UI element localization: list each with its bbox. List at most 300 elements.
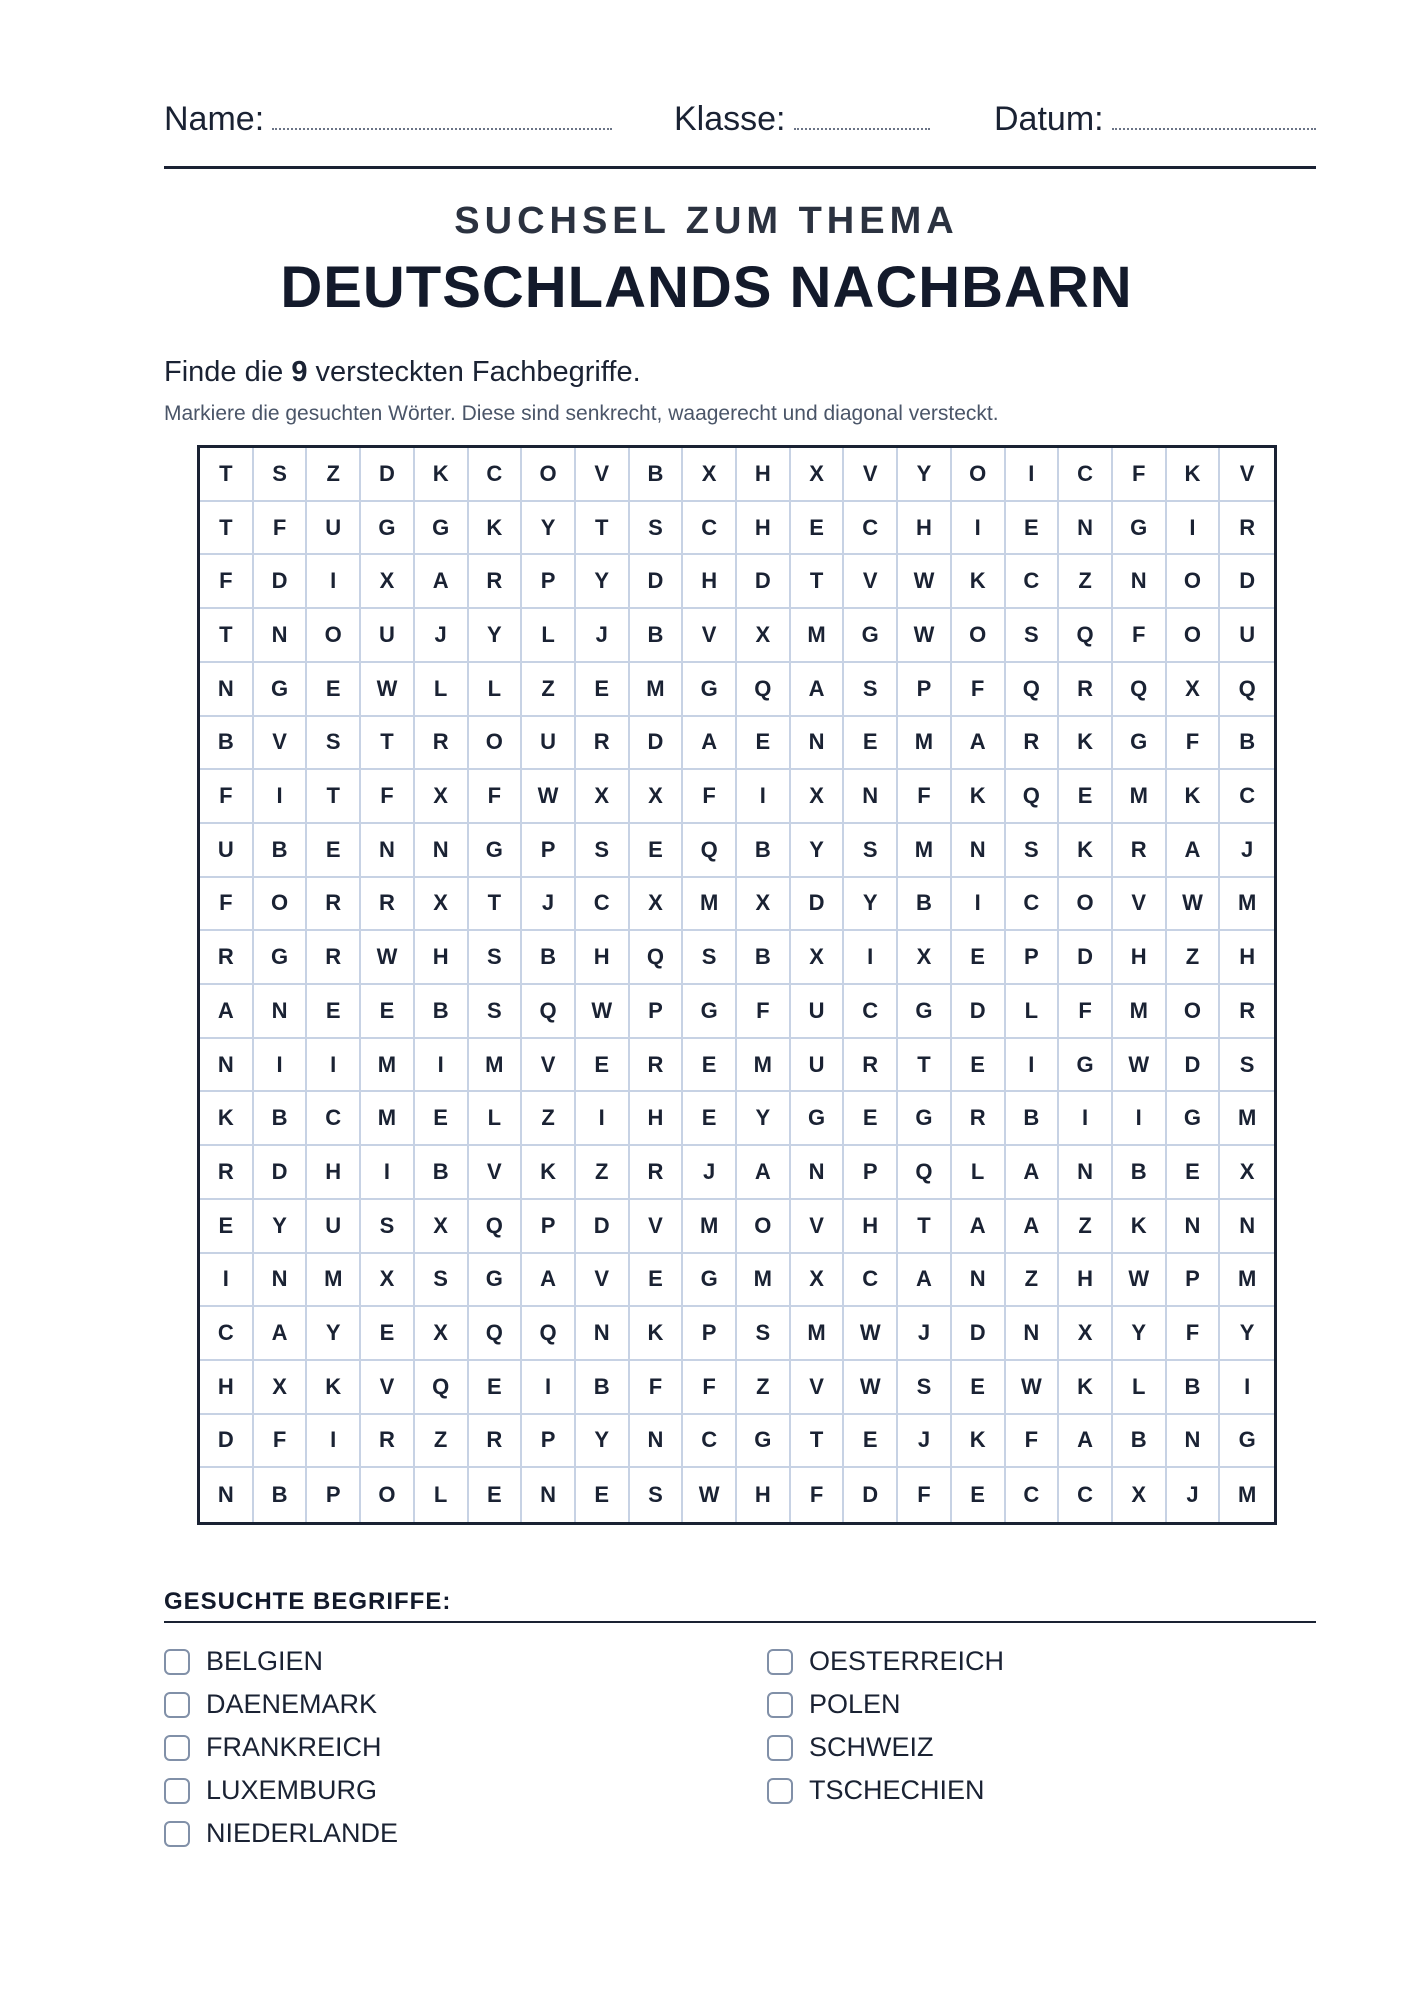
- grid-cell[interactable]: G: [844, 609, 898, 663]
- grid-cell[interactable]: C: [683, 1415, 737, 1469]
- grid-cell[interactable]: K: [630, 1307, 684, 1361]
- grid-cell[interactable]: E: [415, 1092, 469, 1146]
- grid-cell[interactable]: H: [683, 555, 737, 609]
- grid-cell[interactable]: Z: [1059, 1200, 1113, 1254]
- grid-cell[interactable]: F: [898, 770, 952, 824]
- grid-cell[interactable]: I: [737, 770, 791, 824]
- grid-cell[interactable]: U: [361, 609, 415, 663]
- grid-cell[interactable]: G: [683, 985, 737, 1039]
- grid-cell[interactable]: H: [307, 1146, 361, 1200]
- grid-cell[interactable]: W: [522, 770, 576, 824]
- grid-cell[interactable]: G: [898, 1092, 952, 1146]
- grid-cell[interactable]: I: [952, 502, 1006, 556]
- grid-cell[interactable]: Q: [1006, 770, 1060, 824]
- word-checkbox[interactable]: [767, 1735, 793, 1761]
- grid-cell[interactable]: N: [952, 824, 1006, 878]
- grid-cell[interactable]: I: [576, 1092, 630, 1146]
- grid-cell[interactable]: F: [254, 502, 308, 556]
- grid-cell[interactable]: E: [1059, 770, 1113, 824]
- grid-cell[interactable]: M: [1220, 1092, 1274, 1146]
- grid-cell[interactable]: N: [200, 663, 254, 717]
- grid-cell[interactable]: K: [952, 770, 1006, 824]
- grid-cell[interactable]: T: [307, 770, 361, 824]
- grid-cell[interactable]: O: [1167, 985, 1221, 1039]
- grid-cell[interactable]: Q: [415, 1361, 469, 1415]
- grid-cell[interactable]: B: [1220, 717, 1274, 771]
- grid-cell[interactable]: Y: [522, 502, 576, 556]
- grid-cell[interactable]: O: [1167, 555, 1221, 609]
- grid-cell[interactable]: R: [1059, 663, 1113, 717]
- grid-cell[interactable]: X: [791, 1254, 845, 1308]
- grid-cell[interactable]: X: [630, 878, 684, 932]
- grid-cell[interactable]: G: [361, 502, 415, 556]
- grid-cell[interactable]: S: [683, 931, 737, 985]
- grid-cell[interactable]: I: [1059, 1092, 1113, 1146]
- grid-cell[interactable]: B: [576, 1361, 630, 1415]
- grid-cell[interactable]: S: [469, 985, 523, 1039]
- grid-cell[interactable]: X: [1167, 663, 1221, 717]
- grid-cell[interactable]: E: [576, 1039, 630, 1093]
- grid-cell[interactable]: A: [1059, 1415, 1113, 1469]
- grid-cell[interactable]: R: [630, 1146, 684, 1200]
- grid-cell[interactable]: X: [415, 1307, 469, 1361]
- grid-cell[interactable]: E: [952, 1039, 1006, 1093]
- grid-cell[interactable]: B: [737, 931, 791, 985]
- grid-cell[interactable]: N: [630, 1415, 684, 1469]
- grid-cell[interactable]: P: [522, 1415, 576, 1469]
- grid-cell[interactable]: L: [415, 663, 469, 717]
- grid-cell[interactable]: O: [254, 878, 308, 932]
- grid-cell[interactable]: C: [1006, 555, 1060, 609]
- grid-cell[interactable]: P: [522, 555, 576, 609]
- grid-cell[interactable]: F: [1059, 985, 1113, 1039]
- grid-cell[interactable]: X: [361, 1254, 415, 1308]
- grid-cell[interactable]: F: [1113, 448, 1167, 502]
- grid-cell[interactable]: D: [361, 448, 415, 502]
- grid-cell[interactable]: J: [1167, 1468, 1221, 1522]
- grid-cell[interactable]: W: [361, 663, 415, 717]
- grid-cell[interactable]: A: [1006, 1146, 1060, 1200]
- grid-cell[interactable]: V: [1220, 448, 1274, 502]
- grid-cell[interactable]: N: [1167, 1415, 1221, 1469]
- grid-cell[interactable]: K: [952, 555, 1006, 609]
- grid-cell[interactable]: R: [361, 1415, 415, 1469]
- grid-cell[interactable]: W: [844, 1307, 898, 1361]
- grid-cell[interactable]: A: [254, 1307, 308, 1361]
- grid-cell[interactable]: U: [791, 985, 845, 1039]
- grid-cell[interactable]: G: [1167, 1092, 1221, 1146]
- grid-cell[interactable]: S: [469, 931, 523, 985]
- grid-cell[interactable]: I: [952, 878, 1006, 932]
- grid-cell[interactable]: X: [1220, 1146, 1274, 1200]
- grid-cell[interactable]: N: [576, 1307, 630, 1361]
- grid-cell[interactable]: Z: [576, 1146, 630, 1200]
- grid-cell[interactable]: H: [576, 931, 630, 985]
- grid-cell[interactable]: Z: [307, 448, 361, 502]
- grid-cell[interactable]: B: [1113, 1415, 1167, 1469]
- grid-cell[interactable]: N: [1059, 502, 1113, 556]
- grid-cell[interactable]: R: [844, 1039, 898, 1093]
- grid-cell[interactable]: B: [630, 448, 684, 502]
- grid-cell[interactable]: S: [844, 663, 898, 717]
- grid-cell[interactable]: V: [576, 1254, 630, 1308]
- grid-cell[interactable]: J: [1220, 824, 1274, 878]
- grid-cell[interactable]: F: [200, 878, 254, 932]
- grid-cell[interactable]: X: [361, 555, 415, 609]
- grid-cell[interactable]: G: [737, 1415, 791, 1469]
- grid-cell[interactable]: F: [630, 1361, 684, 1415]
- grid-cell[interactable]: I: [1006, 448, 1060, 502]
- grid-cell[interactable]: B: [737, 824, 791, 878]
- grid-cell[interactable]: X: [1113, 1468, 1167, 1522]
- grid-cell[interactable]: K: [307, 1361, 361, 1415]
- grid-cell[interactable]: O: [737, 1200, 791, 1254]
- grid-cell[interactable]: R: [1220, 985, 1274, 1039]
- grid-cell[interactable]: V: [522, 1039, 576, 1093]
- grid-cell[interactable]: G: [415, 502, 469, 556]
- grid-cell[interactable]: F: [1167, 1307, 1221, 1361]
- grid-cell[interactable]: R: [415, 717, 469, 771]
- grid-cell[interactable]: N: [1167, 1200, 1221, 1254]
- grid-cell[interactable]: Y: [307, 1307, 361, 1361]
- grid-cell[interactable]: H: [200, 1361, 254, 1415]
- grid-cell[interactable]: Y: [791, 824, 845, 878]
- grid-cell[interactable]: F: [1113, 609, 1167, 663]
- grid-cell[interactable]: W: [683, 1468, 737, 1522]
- grid-cell[interactable]: N: [1006, 1307, 1060, 1361]
- grid-cell[interactable]: F: [683, 770, 737, 824]
- grid-cell[interactable]: R: [200, 931, 254, 985]
- grid-cell[interactable]: D: [844, 1468, 898, 1522]
- grid-cell[interactable]: P: [307, 1468, 361, 1522]
- grid-cell[interactable]: Y: [254, 1200, 308, 1254]
- grid-cell[interactable]: E: [307, 663, 361, 717]
- grid-cell[interactable]: F: [952, 663, 1006, 717]
- grid-cell[interactable]: D: [1059, 931, 1113, 985]
- grid-cell[interactable]: N: [844, 770, 898, 824]
- grid-cell[interactable]: F: [200, 770, 254, 824]
- grid-cell[interactable]: B: [1006, 1092, 1060, 1146]
- grid-cell[interactable]: D: [952, 1307, 1006, 1361]
- grid-cell[interactable]: E: [469, 1361, 523, 1415]
- grid-cell[interactable]: U: [522, 717, 576, 771]
- grid-cell[interactable]: N: [254, 1254, 308, 1308]
- grid-cell[interactable]: R: [469, 1415, 523, 1469]
- grid-cell[interactable]: Z: [737, 1361, 791, 1415]
- grid-cell[interactable]: I: [307, 1039, 361, 1093]
- grid-cell[interactable]: I: [254, 1039, 308, 1093]
- grid-cell[interactable]: M: [361, 1039, 415, 1093]
- grid-cell[interactable]: U: [200, 824, 254, 878]
- grid-cell[interactable]: C: [1006, 1468, 1060, 1522]
- grid-cell[interactable]: N: [791, 1146, 845, 1200]
- grid-cell[interactable]: V: [1113, 878, 1167, 932]
- grid-cell[interactable]: G: [683, 1254, 737, 1308]
- grid-cell[interactable]: V: [254, 717, 308, 771]
- grid-cell[interactable]: K: [415, 448, 469, 502]
- grid-cell[interactable]: W: [844, 1361, 898, 1415]
- grid-cell[interactable]: S: [254, 448, 308, 502]
- grid-cell[interactable]: X: [791, 448, 845, 502]
- grid-cell[interactable]: N: [791, 717, 845, 771]
- grid-cell[interactable]: B: [1113, 1146, 1167, 1200]
- grid-cell[interactable]: M: [683, 878, 737, 932]
- grid-cell[interactable]: G: [469, 824, 523, 878]
- grid-cell[interactable]: V: [683, 609, 737, 663]
- grid-cell[interactable]: M: [1220, 1254, 1274, 1308]
- grid-cell[interactable]: H: [415, 931, 469, 985]
- grid-cell[interactable]: Q: [737, 663, 791, 717]
- grid-cell[interactable]: K: [952, 1415, 1006, 1469]
- grid-cell[interactable]: D: [630, 717, 684, 771]
- grid-cell[interactable]: W: [898, 555, 952, 609]
- grid-cell[interactable]: X: [415, 770, 469, 824]
- grid-cell[interactable]: S: [630, 502, 684, 556]
- grid-cell[interactable]: E: [844, 1092, 898, 1146]
- grid-cell[interactable]: P: [630, 985, 684, 1039]
- grid-cell[interactable]: B: [898, 878, 952, 932]
- grid-cell[interactable]: I: [1006, 1039, 1060, 1093]
- grid-cell[interactable]: C: [683, 502, 737, 556]
- grid-cell[interactable]: Y: [737, 1092, 791, 1146]
- word-checkbox[interactable]: [767, 1649, 793, 1675]
- grid-cell[interactable]: V: [791, 1361, 845, 1415]
- grid-cell[interactable]: Y: [1113, 1307, 1167, 1361]
- grid-cell[interactable]: W: [361, 931, 415, 985]
- grid-cell[interactable]: X: [791, 770, 845, 824]
- grid-cell[interactable]: O: [522, 448, 576, 502]
- grid-cell[interactable]: H: [1113, 931, 1167, 985]
- grid-cell[interactable]: S: [576, 824, 630, 878]
- grid-cell[interactable]: Q: [630, 931, 684, 985]
- grid-cell[interactable]: H: [844, 1200, 898, 1254]
- grid-cell[interactable]: K: [200, 1092, 254, 1146]
- grid-cell[interactable]: E: [1167, 1146, 1221, 1200]
- grid-cell[interactable]: L: [469, 1092, 523, 1146]
- word-checkbox[interactable]: [164, 1735, 190, 1761]
- grid-cell[interactable]: I: [361, 1146, 415, 1200]
- grid-cell[interactable]: U: [1220, 609, 1274, 663]
- grid-cell[interactable]: A: [791, 663, 845, 717]
- grid-cell[interactable]: E: [576, 1468, 630, 1522]
- grid-cell[interactable]: N: [1113, 555, 1167, 609]
- class-field[interactable]: [674, 100, 930, 139]
- grid-cell[interactable]: L: [415, 1468, 469, 1522]
- grid-cell[interactable]: K: [1059, 1361, 1113, 1415]
- grid-cell[interactable]: E: [952, 1468, 1006, 1522]
- grid-cell[interactable]: I: [844, 931, 898, 985]
- grid-cell[interactable]: L: [1113, 1361, 1167, 1415]
- grid-cell[interactable]: E: [1006, 502, 1060, 556]
- grid-cell[interactable]: A: [522, 1254, 576, 1308]
- grid-cell[interactable]: P: [522, 1200, 576, 1254]
- grid-cell[interactable]: S: [844, 824, 898, 878]
- grid-cell[interactable]: H: [1220, 931, 1274, 985]
- grid-cell[interactable]: C: [1059, 1468, 1113, 1522]
- grid-cell[interactable]: U: [307, 1200, 361, 1254]
- grid-cell[interactable]: P: [898, 663, 952, 717]
- grid-cell[interactable]: B: [522, 931, 576, 985]
- grid-cell[interactable]: U: [307, 502, 361, 556]
- class-line[interactable]: [794, 102, 930, 130]
- grid-cell[interactable]: I: [522, 1361, 576, 1415]
- grid-cell[interactable]: N: [415, 824, 469, 878]
- grid-cell[interactable]: P: [1167, 1254, 1221, 1308]
- grid-cell[interactable]: Q: [522, 1307, 576, 1361]
- grid-cell[interactable]: P: [1006, 931, 1060, 985]
- grid-cell[interactable]: G: [1059, 1039, 1113, 1093]
- grid-cell[interactable]: E: [307, 824, 361, 878]
- grid-cell[interactable]: T: [200, 609, 254, 663]
- grid-cell[interactable]: Z: [1006, 1254, 1060, 1308]
- grid-cell[interactable]: M: [1113, 770, 1167, 824]
- grid-cell[interactable]: K: [469, 502, 523, 556]
- grid-cell[interactable]: A: [952, 717, 1006, 771]
- grid-cell[interactable]: F: [683, 1361, 737, 1415]
- grid-cell[interactable]: E: [200, 1200, 254, 1254]
- grid-cell[interactable]: V: [791, 1200, 845, 1254]
- grid-cell[interactable]: Y: [576, 1415, 630, 1469]
- grid-cell[interactable]: G: [898, 985, 952, 1039]
- grid-cell[interactable]: H: [737, 448, 791, 502]
- grid-cell[interactable]: E: [683, 1039, 737, 1093]
- grid-cell[interactable]: F: [1006, 1415, 1060, 1469]
- grid-cell[interactable]: S: [1006, 609, 1060, 663]
- grid-cell[interactable]: N: [952, 1254, 1006, 1308]
- grid-cell[interactable]: J: [522, 878, 576, 932]
- grid-cell[interactable]: S: [361, 1200, 415, 1254]
- grid-cell[interactable]: F: [898, 1468, 952, 1522]
- grid-cell[interactable]: S: [630, 1468, 684, 1522]
- word-checkbox[interactable]: [767, 1692, 793, 1718]
- grid-cell[interactable]: M: [737, 1039, 791, 1093]
- grid-cell[interactable]: A: [683, 717, 737, 771]
- grid-cell[interactable]: Y: [576, 555, 630, 609]
- grid-cell[interactable]: R: [630, 1039, 684, 1093]
- grid-cell[interactable]: R: [1113, 824, 1167, 878]
- grid-cell[interactable]: J: [683, 1146, 737, 1200]
- grid-cell[interactable]: D: [576, 1200, 630, 1254]
- grid-cell[interactable]: O: [952, 448, 1006, 502]
- grid-cell[interactable]: X: [1059, 1307, 1113, 1361]
- grid-cell[interactable]: K: [1167, 448, 1221, 502]
- grid-cell[interactable]: D: [254, 1146, 308, 1200]
- grid-cell[interactable]: Y: [898, 448, 952, 502]
- grid-cell[interactable]: R: [1006, 717, 1060, 771]
- grid-cell[interactable]: C: [1006, 878, 1060, 932]
- grid-cell[interactable]: Q: [469, 1200, 523, 1254]
- grid-cell[interactable]: M: [1113, 985, 1167, 1039]
- grid-cell[interactable]: U: [791, 1039, 845, 1093]
- grid-cell[interactable]: K: [1167, 770, 1221, 824]
- grid-cell[interactable]: W: [898, 609, 952, 663]
- word-checkbox[interactable]: [164, 1778, 190, 1804]
- grid-cell[interactable]: X: [576, 770, 630, 824]
- grid-cell[interactable]: T: [469, 878, 523, 932]
- word-checkbox[interactable]: [164, 1821, 190, 1847]
- grid-cell[interactable]: O: [1167, 609, 1221, 663]
- grid-cell[interactable]: W: [1113, 1039, 1167, 1093]
- grid-cell[interactable]: F: [737, 985, 791, 1039]
- grid-cell[interactable]: G: [1220, 1415, 1274, 1469]
- grid-cell[interactable]: B: [630, 609, 684, 663]
- grid-cell[interactable]: F: [361, 770, 415, 824]
- grid-cell[interactable]: D: [791, 878, 845, 932]
- grid-cell[interactable]: P: [683, 1307, 737, 1361]
- grid-cell[interactable]: Q: [1059, 609, 1113, 663]
- grid-cell[interactable]: E: [307, 985, 361, 1039]
- grid-cell[interactable]: C: [844, 985, 898, 1039]
- grid-cell[interactable]: D: [737, 555, 791, 609]
- grid-cell[interactable]: O: [1059, 878, 1113, 932]
- grid-cell[interactable]: R: [952, 1092, 1006, 1146]
- grid-cell[interactable]: P: [844, 1146, 898, 1200]
- grid-cell[interactable]: O: [307, 609, 361, 663]
- grid-cell[interactable]: B: [254, 1468, 308, 1522]
- grid-cell[interactable]: M: [683, 1200, 737, 1254]
- grid-cell[interactable]: D: [1220, 555, 1274, 609]
- grid-cell[interactable]: Y: [469, 609, 523, 663]
- grid-cell[interactable]: W: [1006, 1361, 1060, 1415]
- grid-cell[interactable]: X: [737, 878, 791, 932]
- grid-cell[interactable]: C: [844, 1254, 898, 1308]
- grid-cell[interactable]: A: [898, 1254, 952, 1308]
- grid-cell[interactable]: C: [576, 878, 630, 932]
- grid-cell[interactable]: O: [952, 609, 1006, 663]
- grid-cell[interactable]: R: [576, 717, 630, 771]
- grid-cell[interactable]: O: [361, 1468, 415, 1522]
- grid-cell[interactable]: S: [1006, 824, 1060, 878]
- word-checkbox[interactable]: [164, 1649, 190, 1675]
- grid-cell[interactable]: M: [791, 1307, 845, 1361]
- grid-cell[interactable]: T: [791, 555, 845, 609]
- word-checkbox[interactable]: [164, 1692, 190, 1718]
- grid-cell[interactable]: L: [469, 663, 523, 717]
- grid-cell[interactable]: Q: [469, 1307, 523, 1361]
- grid-cell[interactable]: H: [737, 1468, 791, 1522]
- grid-cell[interactable]: K: [1113, 1200, 1167, 1254]
- grid-cell[interactable]: Z: [522, 663, 576, 717]
- grid-cell[interactable]: E: [576, 663, 630, 717]
- grid-cell[interactable]: B: [254, 824, 308, 878]
- grid-cell[interactable]: N: [200, 1039, 254, 1093]
- grid-cell[interactable]: D: [1167, 1039, 1221, 1093]
- word-checkbox[interactable]: [767, 1778, 793, 1804]
- grid-cell[interactable]: V: [844, 555, 898, 609]
- grid-cell[interactable]: A: [737, 1146, 791, 1200]
- grid-cell[interactable]: J: [898, 1307, 952, 1361]
- grid-cell[interactable]: O: [469, 717, 523, 771]
- grid-cell[interactable]: Q: [1220, 663, 1274, 717]
- grid-cell[interactable]: M: [630, 663, 684, 717]
- grid-cell[interactable]: V: [469, 1146, 523, 1200]
- grid-cell[interactable]: E: [683, 1092, 737, 1146]
- grid-cell[interactable]: X: [415, 878, 469, 932]
- grid-cell[interactable]: Y: [844, 878, 898, 932]
- grid-cell[interactable]: J: [898, 1415, 952, 1469]
- grid-cell[interactable]: N: [254, 609, 308, 663]
- grid-cell[interactable]: C: [844, 502, 898, 556]
- grid-cell[interactable]: E: [952, 1361, 1006, 1415]
- grid-cell[interactable]: T: [898, 1200, 952, 1254]
- grid-cell[interactable]: C: [1059, 448, 1113, 502]
- grid-cell[interactable]: V: [844, 448, 898, 502]
- grid-cell[interactable]: F: [791, 1468, 845, 1522]
- grid-cell[interactable]: X: [415, 1200, 469, 1254]
- grid-cell[interactable]: B: [1167, 1361, 1221, 1415]
- grid-cell[interactable]: N: [200, 1468, 254, 1522]
- grid-cell[interactable]: W: [1167, 878, 1221, 932]
